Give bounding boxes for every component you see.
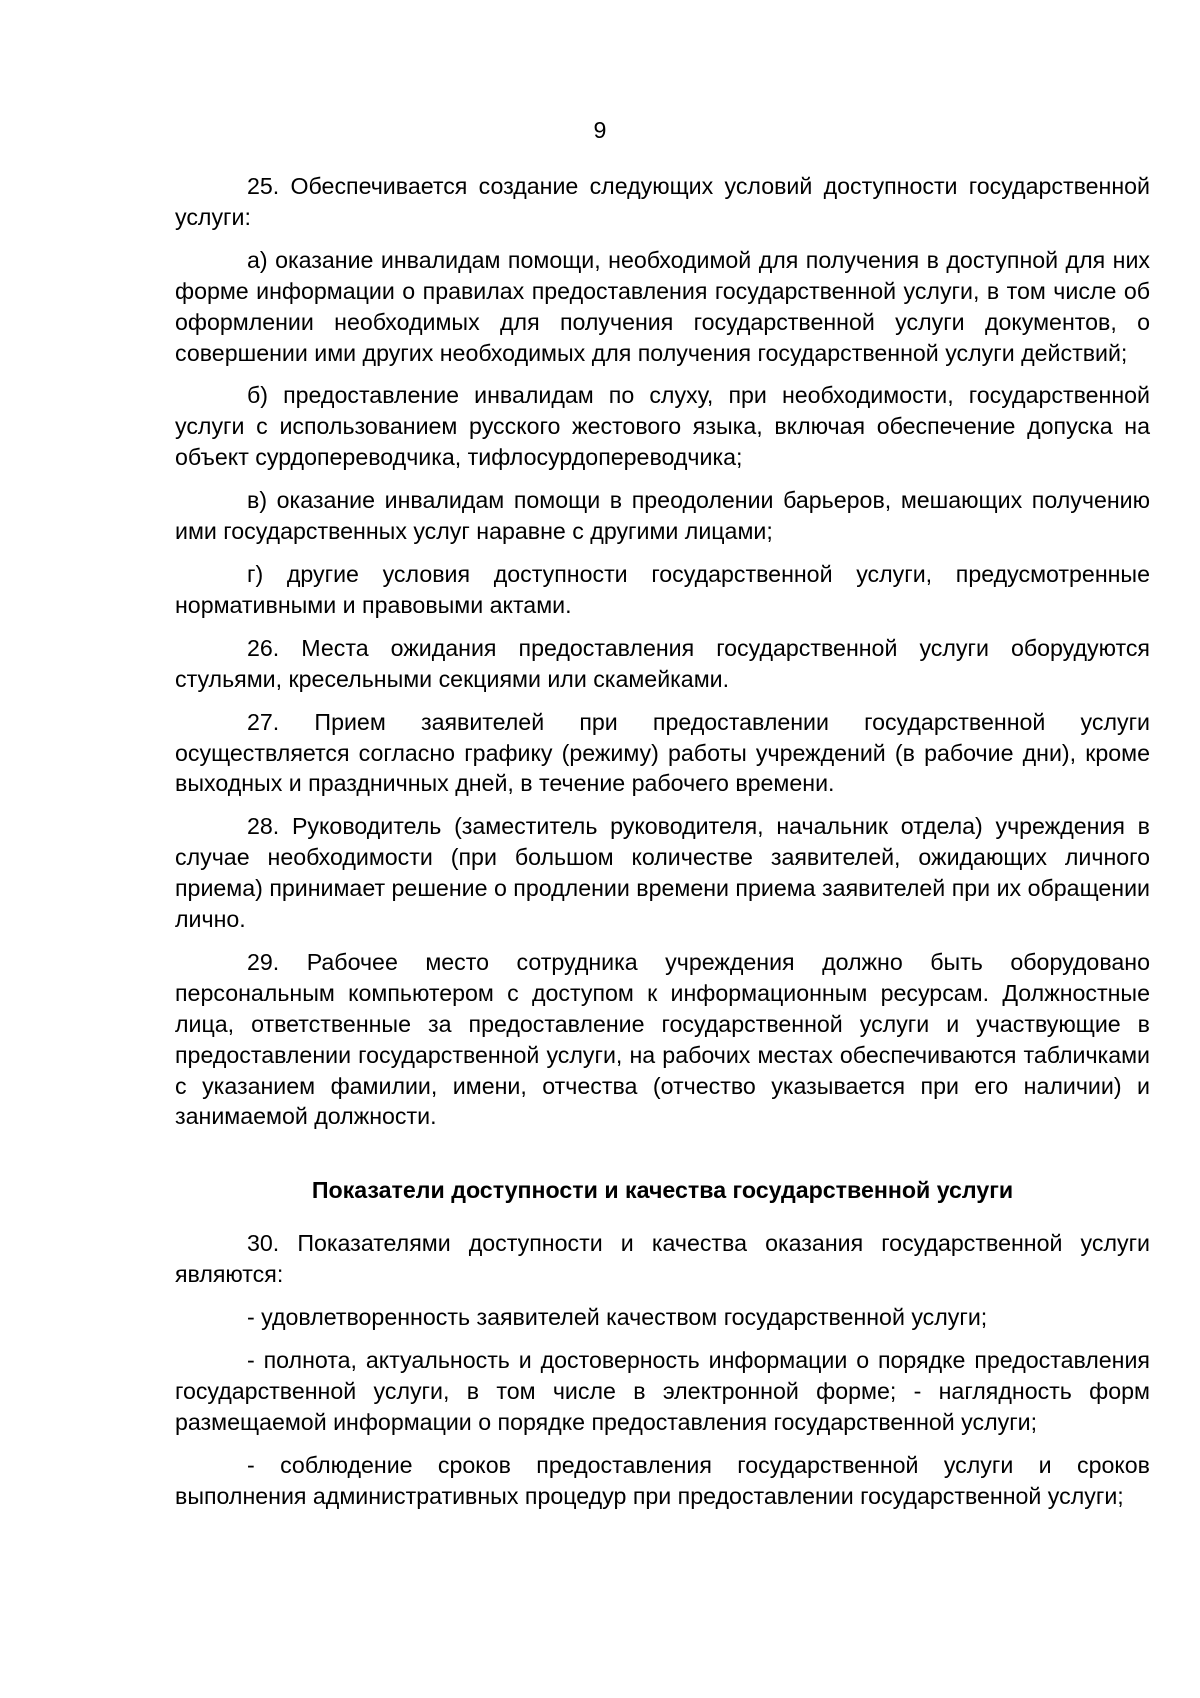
paragraph-26: 26. Места ожидания предоставления государственной услуги оборудуются стульями, кресельными секциями или скамейками. — [175, 634, 1150, 692]
paragraph-30: 30. Показателями доступности и качества оказания государственной услуги являются: — [175, 1230, 1150, 1288]
paragraph-27: 27. Прием заявителей при предоставлении государственной услуги осуществляется согласно графику (режиму) работы учреждений (в рабочие дни), кроме выходных и праздничных дней, в течение рабочего времени. — [175, 708, 1150, 797]
list-item-g: г) другие условия доступности государственной услуги, предусмотренные нормативными и правовыми актами. — [175, 560, 1150, 618]
document-body — [175, 171, 1150, 1524]
page-number: 9 — [593, 117, 607, 143]
paragraph-28: 28. Руководитель (заместитель руководителя, начальник отдела) учреждения в случае необходимости (при большом количестве заявителей, ожидающих личного приема) принимает решение о продлении времени приема заявителей при их обращении лично. — [175, 813, 1150, 933]
list-item-v: в) оказание инвалидам помощи в преодолении барьеров, мешающих получению ими государственных услуг наравне с другими лицами; — [175, 487, 1150, 545]
list-item-a: а) оказание инвалидам помощи, необходимой для получения в доступной для них форме информации о правилах предоставления государственной услуги, в том числе об оформлении необходимых для получения государственной услуги документов, о совершении ими других необходимых для получения государственной услуги действий; — [175, 246, 1150, 366]
indicator-item-information: - полнота, актуальность и достоверность информации о порядке предоставления государственной услуги, в том числе в электронной форме; - наглядность форм размещаемой информации о порядке предоставления государственной услуги; — [175, 1347, 1150, 1435]
section-heading: Показатели доступности и качества государственной услуги — [311, 1177, 1014, 1204]
indicator-item-deadlines: - соблюдение сроков предоставления государственной услуги и сроков выполнения административных процедур при предоставлении государственной услуги; — [175, 1451, 1150, 1509]
paragraph-25: 25. Обеспечивается создание следующих условий доступности государственной услуги: — [175, 173, 1150, 230]
indicator-item-satisfaction: - удовлетворенность заявителей качеством государственной услуги; — [247, 1304, 988, 1331]
list-item-b: б) предоставление инвалидам по слуху, при необходимости, государственной услуги с использованием русского жестового языка, включая обеспечение допуска на объект сурдопереводчика, тифлосурдопереводчика; — [175, 382, 1150, 471]
paragraph-29: 29. Рабочее место сотрудника учреждения должно быть оборудовано персональным компьютером с доступом к информационным ресурсам. Должностные лица, ответственные за предоставление государственной услуги и участвующие в предоставлении государственной услуги, на рабочих местах обеспечиваются табличками с указанием фамилии, имени, отчества (отчество указывается при его наличии) и занимаемой должности. — [175, 948, 1150, 1130]
